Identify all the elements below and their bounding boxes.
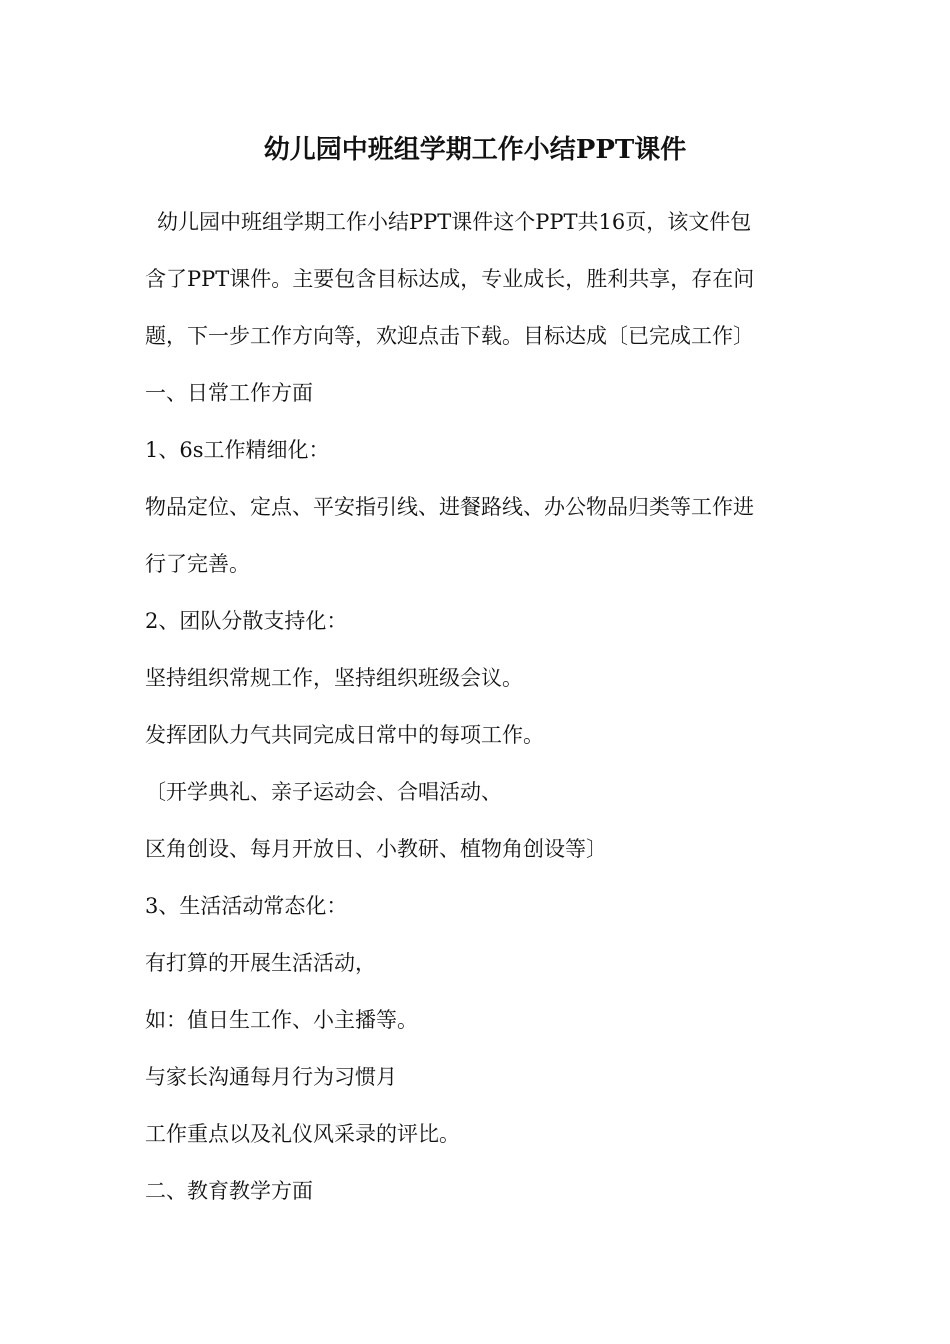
paragraph-line: 题，下一步工作方向等，欢迎点击下载。目标达成〔已完成工作〕	[145, 324, 754, 348]
paragraph-line: 与家长沟通每月行为习惯月	[145, 1065, 397, 1089]
paragraph-line: 物品定位、定点、平安指引线、进餐路线、办公物品归类等工作进	[145, 495, 754, 519]
paragraph-line: 发挥团队力气共同完成日常中的每项工作。	[145, 723, 544, 747]
paragraph-line: 幼儿园中班组学期工作小结PPT课件这个PPT共16页，该文件包	[157, 210, 752, 234]
document-body	[145, 194, 815, 1220]
paragraph-line: 区角创设、每月开放日、小教研、植物角创设等〕	[145, 837, 607, 861]
paragraph-line: 有打算的开展生活活动，	[145, 951, 376, 975]
paragraph-line: 含了PPT课件。主要包含目标达成，专业成长，胜利共享，存在问	[145, 267, 755, 291]
paragraph-line: 如：值日生工作、小主播等。	[145, 1008, 418, 1032]
subsection-heading: 3、生活活动常态化：	[145, 894, 348, 918]
subsection-heading: 2、团队分散支持化：	[145, 609, 348, 633]
paragraph-line: 工作重点以及礼仪风采录的评比。	[145, 1122, 460, 1146]
document-title: 幼儿园中班组学期工作小结PPT课件	[263, 135, 687, 165]
paragraph-line: 坚持组织常规工作，坚持组织班级会议。	[145, 666, 523, 690]
subsection-heading: 1、6s工作精细化：	[145, 438, 330, 462]
paragraph-line: 〔开学典礼、亲子运动会、合唱活动、	[145, 780, 502, 804]
paragraph-line: 行了完善。	[145, 552, 250, 576]
section-heading: 一、日常工作方面	[145, 381, 313, 405]
section-heading: 二、教育教学方面	[145, 1179, 313, 1203]
